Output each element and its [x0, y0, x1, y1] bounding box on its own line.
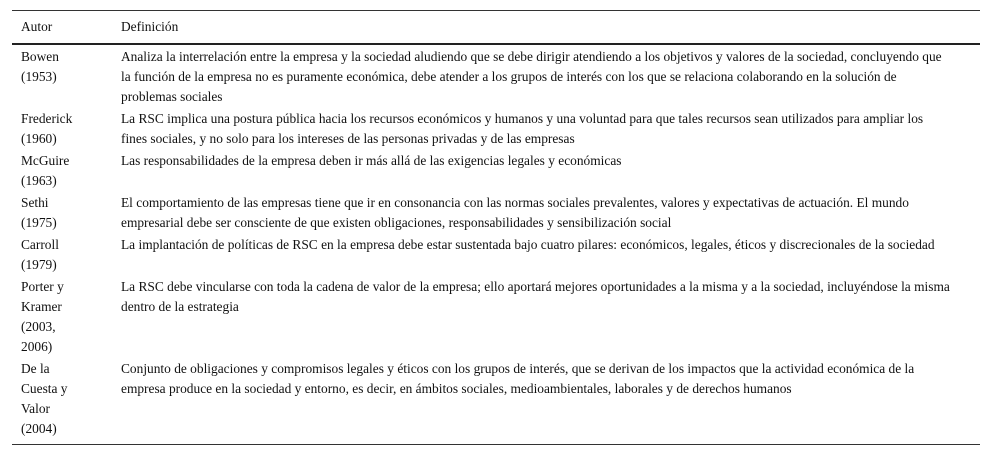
author-cell — [12, 44, 112, 107]
definition-text: La RSC implica una postura pública hacia los recursos económicos y humanos y una voluntad para que tales recursos sean utilizados para ampliar los fines sociales, y no solo para los intereses de las personas privadas y de las empresas — [121, 111, 924, 146]
table-row — [12, 149, 980, 191]
table-row — [12, 44, 980, 107]
definition-cell — [112, 44, 980, 107]
definition-cell — [112, 191, 980, 233]
table-header — [12, 11, 980, 45]
header-definicion: Definición — [112, 11, 980, 45]
table-row — [12, 107, 980, 149]
definition-text: La implantación de políticas de RSC en la empresa debe estar sustentada bajo cuatro pilares: económicos, legales, éticos y discrecionales de la sociedad — [121, 237, 935, 252]
author-text: Sethi (1975) — [21, 195, 57, 230]
author-text: De la Cuesta y Valor (2004) — [21, 361, 68, 436]
author-cell — [12, 107, 112, 149]
definitions-table-container — [12, 10, 980, 445]
definition-text: La RSC debe vincularse con toda la cadena de valor de la empresa; ello aportará mejores oportunidades a la misma y a la sociedad, incluyéndose la misma dentro de la estrategia — [121, 279, 950, 314]
definition-cell — [112, 233, 980, 275]
author-text: Frederick (1960) — [21, 111, 73, 146]
definition-cell — [112, 107, 980, 149]
definition-cell — [112, 357, 980, 445]
author-cell — [12, 149, 112, 191]
definition-text: El comportamiento de las empresas tiene que ir en consonancia con las normas sociales prevalentes, valores y expectativas de actuación. El mundo empresarial debe ser consciente de que existen obligaciones, responsabilidades y sensibilización social — [121, 195, 909, 230]
table-row — [12, 275, 980, 357]
definition-text: Conjunto de obligaciones y compromisos legales y éticos con los grupos de interés, que se derivan de los impactos que la actividad económica de la empresa produce en la sociedad y entorno, es decir, en ámbitos sociales, medioambientales, laborales y de derechos humanos — [121, 361, 915, 396]
header-row — [12, 11, 980, 45]
table-row — [12, 357, 980, 445]
definitions-table — [12, 10, 980, 445]
author-text: McGuire (1963) — [21, 153, 70, 188]
definition-text: Analiza la interrelación entre la empresa y la sociedad aludiendo que se debe dirigir atendiendo a los objetivos y valores de la sociedad, concluyendo que la función de la empresa no es puramente económica, debe atender a los grupos de interés con los que se relaciona colaborando en la solución de problemas sociales — [121, 49, 942, 104]
table-row — [12, 191, 980, 233]
table-body — [12, 44, 980, 445]
definition-cell — [112, 275, 980, 357]
author-text: Porter y Kramer (2003, 2006) — [21, 279, 64, 354]
author-cell — [12, 233, 112, 275]
definition-cell — [112, 149, 980, 191]
header-autor: Autor — [12, 11, 112, 45]
author-text: Carroll (1979) — [21, 237, 59, 272]
author-cell — [12, 191, 112, 233]
author-cell — [12, 357, 112, 445]
table-row — [12, 233, 980, 275]
definition-text: Las responsabilidades de la empresa deben ir más allá de las exigencias legales y económicas — [121, 153, 622, 168]
author-text: Bowen (1953) — [21, 49, 59, 84]
author-cell — [12, 275, 112, 357]
